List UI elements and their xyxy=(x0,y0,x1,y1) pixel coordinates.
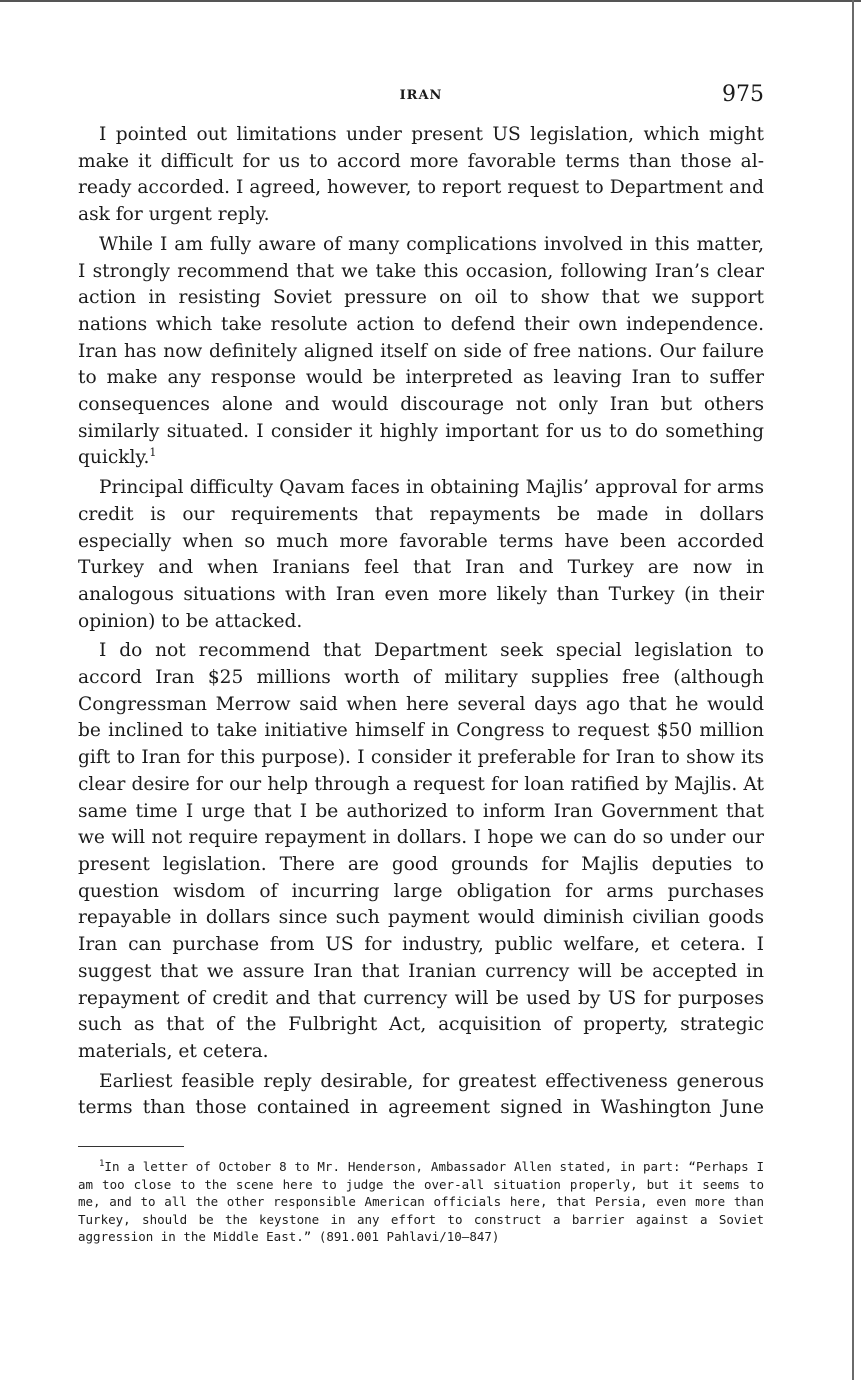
footnote-divider xyxy=(78,1146,184,1147)
paragraph-recommendation: While I am fully aware of many complications involved in this matter, I strongly recommend that we take this occasion, following Iran’s clear action in resisting Soviet pressure on oil to show that we support nations which take resolute action to defend their own independence. Iran has now definitely aligned itself on side of free nations. Our failure to make any response would be interpreted as leaving Iran to suffer consequences alone and would discourage not only Iran but others similarly situated. I consider it highly important for us to do something quickly.$^1$ xyxy=(78,233,764,469)
body-text xyxy=(78,122,764,1125)
running-title: IRAN xyxy=(399,88,443,103)
footnote-reference: 1 xyxy=(149,446,157,460)
footnote-marker: 1 xyxy=(99,1158,105,1169)
footnote-text: In a letter of October 8 to Mr. Henderson, Ambassador Allen stated, in part: “Perhaps I am too close to the scene here to judge the over-all situation properly, but it seems to me, and to all the other responsible American officials here, that Persia, even more than Turkey, should be the keystone in any effort to construct a barrier against a Soviet aggression in the Middle East.” (891.001 Pahlavi/10–847) xyxy=(78,1159,764,1245)
running-header xyxy=(78,82,764,110)
footnote xyxy=(78,1158,764,1246)
binding-edge-rule xyxy=(852,0,854,1380)
paragraph-request-reply: I pointed out limitations under present US legislation, which might make it difficult for us to accord more favorable terms than those already accorded. I agreed, however, to report request to Department and ask for urgent reply. xyxy=(78,124,764,226)
page-number: 975 xyxy=(722,82,764,107)
paragraph-military-supplies: I do not recommend that Department seek special legislation to accord Iran $25 millions worth of military supplies free (although Congressman Merrow said when here several days ago that he would be inclined to take initiative himself in Congress to request $50 million gift to Iran for this purpose). I consider it preferable for Iran to show its clear desire for our help through a request for loan ratified by Majlis. At same time I urge that I be authorized to inform Iran Government that we will not require repayment in dollars. I hope we can do so under our present legislation. There are good grounds for Majlis deputies to question wisdom of incurring large obligation for arms purchases repayable in dollars since such payment would diminish civilian goods Iran can purchase from US for industry, public welfare, et cetera. I suggest that we assure Iran that Iranian currency will be accepted in repayment of credit and that currency will be used by US for purposes such as that of the Fulbright Act, acquisition of property, strategic materials, et cetera. xyxy=(78,640,764,1062)
top-edge-rule xyxy=(0,0,861,2)
paragraph-earliest-reply: Earliest feasible reply desirable, for greatest effectiveness generous terms than those contained in agreement signed in Washington June xyxy=(78,1070,764,1119)
paragraph-principal-difficulty: Principal difficulty Qavam faces in obtaining Majlis’ approval for arms credit is our requirements that repayments be made in dollars especially when so much more favorable terms have been accorded Turkey and when Iranians feel that Iran and Turkey are now in analogous situations with Iran even more likely than Turkey (in their opinion) to be attacked. xyxy=(78,477,764,632)
